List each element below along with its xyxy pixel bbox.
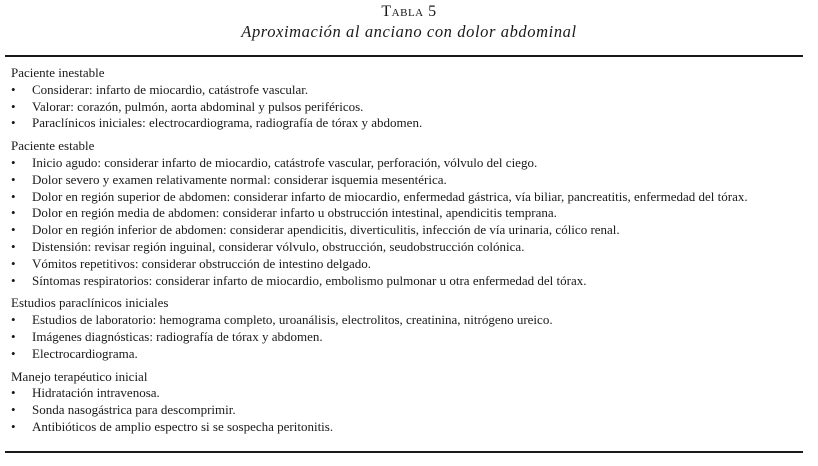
list-item-text: Considerar: infarto de miocardio, catástrofe vascular. bbox=[32, 81, 309, 97]
section-paciente-inestable bbox=[11, 65, 803, 132]
list-item-text: Valorar: corazón, pulmón, aorta abdominal y pulsos periféricos. bbox=[32, 98, 364, 114]
list-item-text: Estudios de laboratorio: hemograma completo, uroanálisis, electrolitos, creatinina, nitrógeno ureico. bbox=[32, 312, 553, 328]
bullet-icon: • bbox=[11, 328, 16, 344]
section-heading: Paciente inestable bbox=[11, 65, 105, 80]
list-item-text: Dolor en región superior de abdomen: considerar infarto de miocardio, enfermedad gástrica, vía biliar, pancreatitis, enfermedad del tórax. bbox=[32, 188, 748, 204]
list-item-text: Imágenes diagnósticas: radiografía de tórax y abdomen. bbox=[32, 328, 323, 344]
bullet-icon: • bbox=[11, 312, 16, 328]
list-item bbox=[11, 256, 803, 273]
section-heading: Manejo terapéutico inicial bbox=[11, 368, 148, 384]
bullet-icon: • bbox=[11, 115, 16, 131]
table-body bbox=[11, 65, 803, 436]
bullet-icon: • bbox=[11, 345, 16, 361]
list-item-text: Sonda nasogástrica para descomprimir. bbox=[32, 402, 236, 418]
bullet-list bbox=[11, 82, 803, 132]
list-item bbox=[11, 346, 803, 363]
list-item bbox=[11, 329, 803, 346]
bullet-icon: • bbox=[11, 222, 16, 238]
bullet-icon: • bbox=[11, 188, 16, 204]
list-item-text: Dolor severo y examen relativamente normal: considerar isquemia mesentérica. bbox=[32, 171, 447, 187]
table-title: Aproximación al anciano con dolor abdominal bbox=[241, 22, 577, 41]
list-item bbox=[11, 273, 803, 290]
list-item bbox=[11, 312, 803, 329]
section-heading: Estudios paraclínicos iniciales bbox=[11, 295, 169, 311]
bullet-icon: • bbox=[11, 98, 16, 114]
top-rule bbox=[5, 55, 803, 57]
bullet-icon: • bbox=[11, 81, 16, 97]
bullet-icon: • bbox=[11, 154, 16, 170]
list-item bbox=[11, 222, 803, 239]
bullet-icon: • bbox=[11, 255, 16, 271]
list-item bbox=[11, 172, 803, 189]
list-item-text: Electrocardiograma. bbox=[32, 345, 138, 361]
list-item-text: Distensión: revisar región inguinal, considerar vólvulo, obstrucción, seudobstrucción colónica. bbox=[32, 238, 525, 254]
list-item-text: Hidratación intravenosa. bbox=[32, 385, 160, 401]
bullet-list bbox=[11, 385, 803, 435]
section-heading: Paciente estable bbox=[11, 138, 95, 154]
bullet-icon: • bbox=[11, 238, 16, 254]
list-item bbox=[11, 419, 803, 436]
list-item-text: Dolor en región media de abdomen: considerar infarto u obstrucción intestinal, apendicitis temprana. bbox=[32, 205, 557, 221]
list-item bbox=[11, 205, 803, 222]
list-item bbox=[11, 115, 803, 132]
list-item bbox=[11, 99, 803, 116]
bullet-icon: • bbox=[11, 385, 16, 401]
list-item-text: Antibióticos de amplio espectro si se sospecha peritonitis. bbox=[32, 418, 334, 434]
bullet-icon: • bbox=[11, 171, 16, 187]
list-item-text: Inicio agudo: considerar infarto de miocardio, catástrofe vascular, perforación, vólvulo del ciego. bbox=[32, 154, 538, 170]
section-paciente-estable bbox=[11, 138, 803, 289]
bullet-icon: • bbox=[11, 205, 16, 221]
bottom-rule bbox=[5, 451, 803, 453]
list-item-text: Vómitos repetitivos: considerar obstrucción de intestino delgado. bbox=[32, 255, 372, 271]
bullet-icon: • bbox=[11, 418, 16, 434]
list-item-text: Dolor en región inferior de abdomen: considerar apendicitis, diverticulitis, infección de vía urinaria, cólico renal. bbox=[32, 222, 620, 238]
list-item bbox=[11, 239, 803, 256]
bullet-icon: • bbox=[11, 272, 16, 288]
bullet-icon: • bbox=[11, 402, 16, 418]
table-label: Tabla 5 bbox=[381, 3, 437, 20]
list-item bbox=[11, 155, 803, 172]
bullet-list bbox=[11, 312, 803, 362]
list-item-text: Paraclínicos iniciales: electrocardiograma, radiografía de tórax y abdomen. bbox=[32, 115, 423, 131]
list-item bbox=[11, 385, 803, 402]
list-item bbox=[11, 402, 803, 419]
list-item-text: Síntomas respiratorios: considerar infarto de miocardio, embolismo pulmonar u otra enfermedad del tórax. bbox=[32, 272, 587, 288]
section-estudios-paraclinicos bbox=[11, 295, 803, 362]
list-item bbox=[11, 82, 803, 99]
list-item bbox=[11, 189, 803, 206]
section-manejo-terapeutico bbox=[11, 369, 803, 436]
bullet-list bbox=[11, 155, 803, 289]
